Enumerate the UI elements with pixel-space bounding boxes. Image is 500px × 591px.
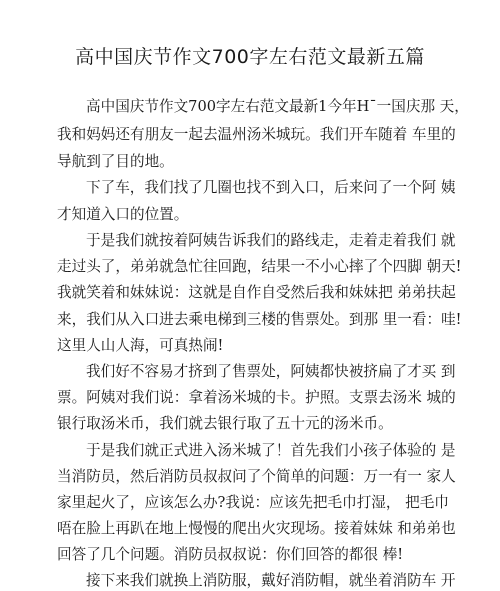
text-line: 导航到了目的地。 xyxy=(57,153,174,170)
text-line: 票。阿姨对我们说：拿着汤米城的卡。护照。支票去汤米 城的 xyxy=(57,389,456,406)
text-line: 走过头了，弟弟就急忙往回跑，结果一不小心摔了个四脚 朝天! xyxy=(57,258,462,275)
text-line: 家里起火了，应该怎么办?我说：应该先把毛巾打湿， 把毛巾 xyxy=(57,494,449,511)
text-line: 于是我们就正式进入汤米城了！首先我们小孩子体验的 是 xyxy=(86,442,456,459)
text-line: 高中国庆节作文700字左右范文最新1今年H¯一国庆那 天， xyxy=(86,98,469,115)
document-title: 高中国庆节作文700字左右范文最新五篇 xyxy=(75,46,425,68)
text-line: 下了车，我们找了几圈也找不到入口，后来问了一个阿 姨 xyxy=(86,179,456,196)
text-line: 银行取汤米币，我们就去银行取了五十元的汤米币。 xyxy=(57,415,393,432)
text-line: 我们好不容易才挤到了售票处，阿姨都快被挤扁了才买 到 xyxy=(86,363,456,380)
text-line: 来，我们从入口进去乘电梯到三楼的售票处。到那 里一看：哇! xyxy=(57,311,462,328)
text-line: 于是我们就按着阿姨告诉我们的路线走，走着走着我们 就 xyxy=(86,232,456,249)
text-line: 这里人山人海，可真热闹! xyxy=(57,337,224,354)
text-line: 回答了几个问题。消防员叔叔说：你们回答的都很 棒! xyxy=(57,546,404,563)
text-line: 当消防员，然后消防员叔叔问了个简单的问题：万一有一 家人 xyxy=(57,468,456,485)
text-line: 才知道入口的位置。 xyxy=(57,206,189,223)
text-line: 我和妈妈还有朋友一起去温州汤米城玩。我们开车随着 车里的 xyxy=(57,126,456,143)
text-line: 我就笑着和妹妹说：这就是自作自受然后我和妹妹把 弟弟扶起 xyxy=(57,284,456,301)
text-line: 唔在脸上再趴在地上慢慢的爬出火灾现场。接着妹妹 和弟弟也 xyxy=(57,520,456,537)
text-line: 接下来我们就换上消防服，戴好消防帽，就坐着消防车 开 xyxy=(86,572,456,589)
